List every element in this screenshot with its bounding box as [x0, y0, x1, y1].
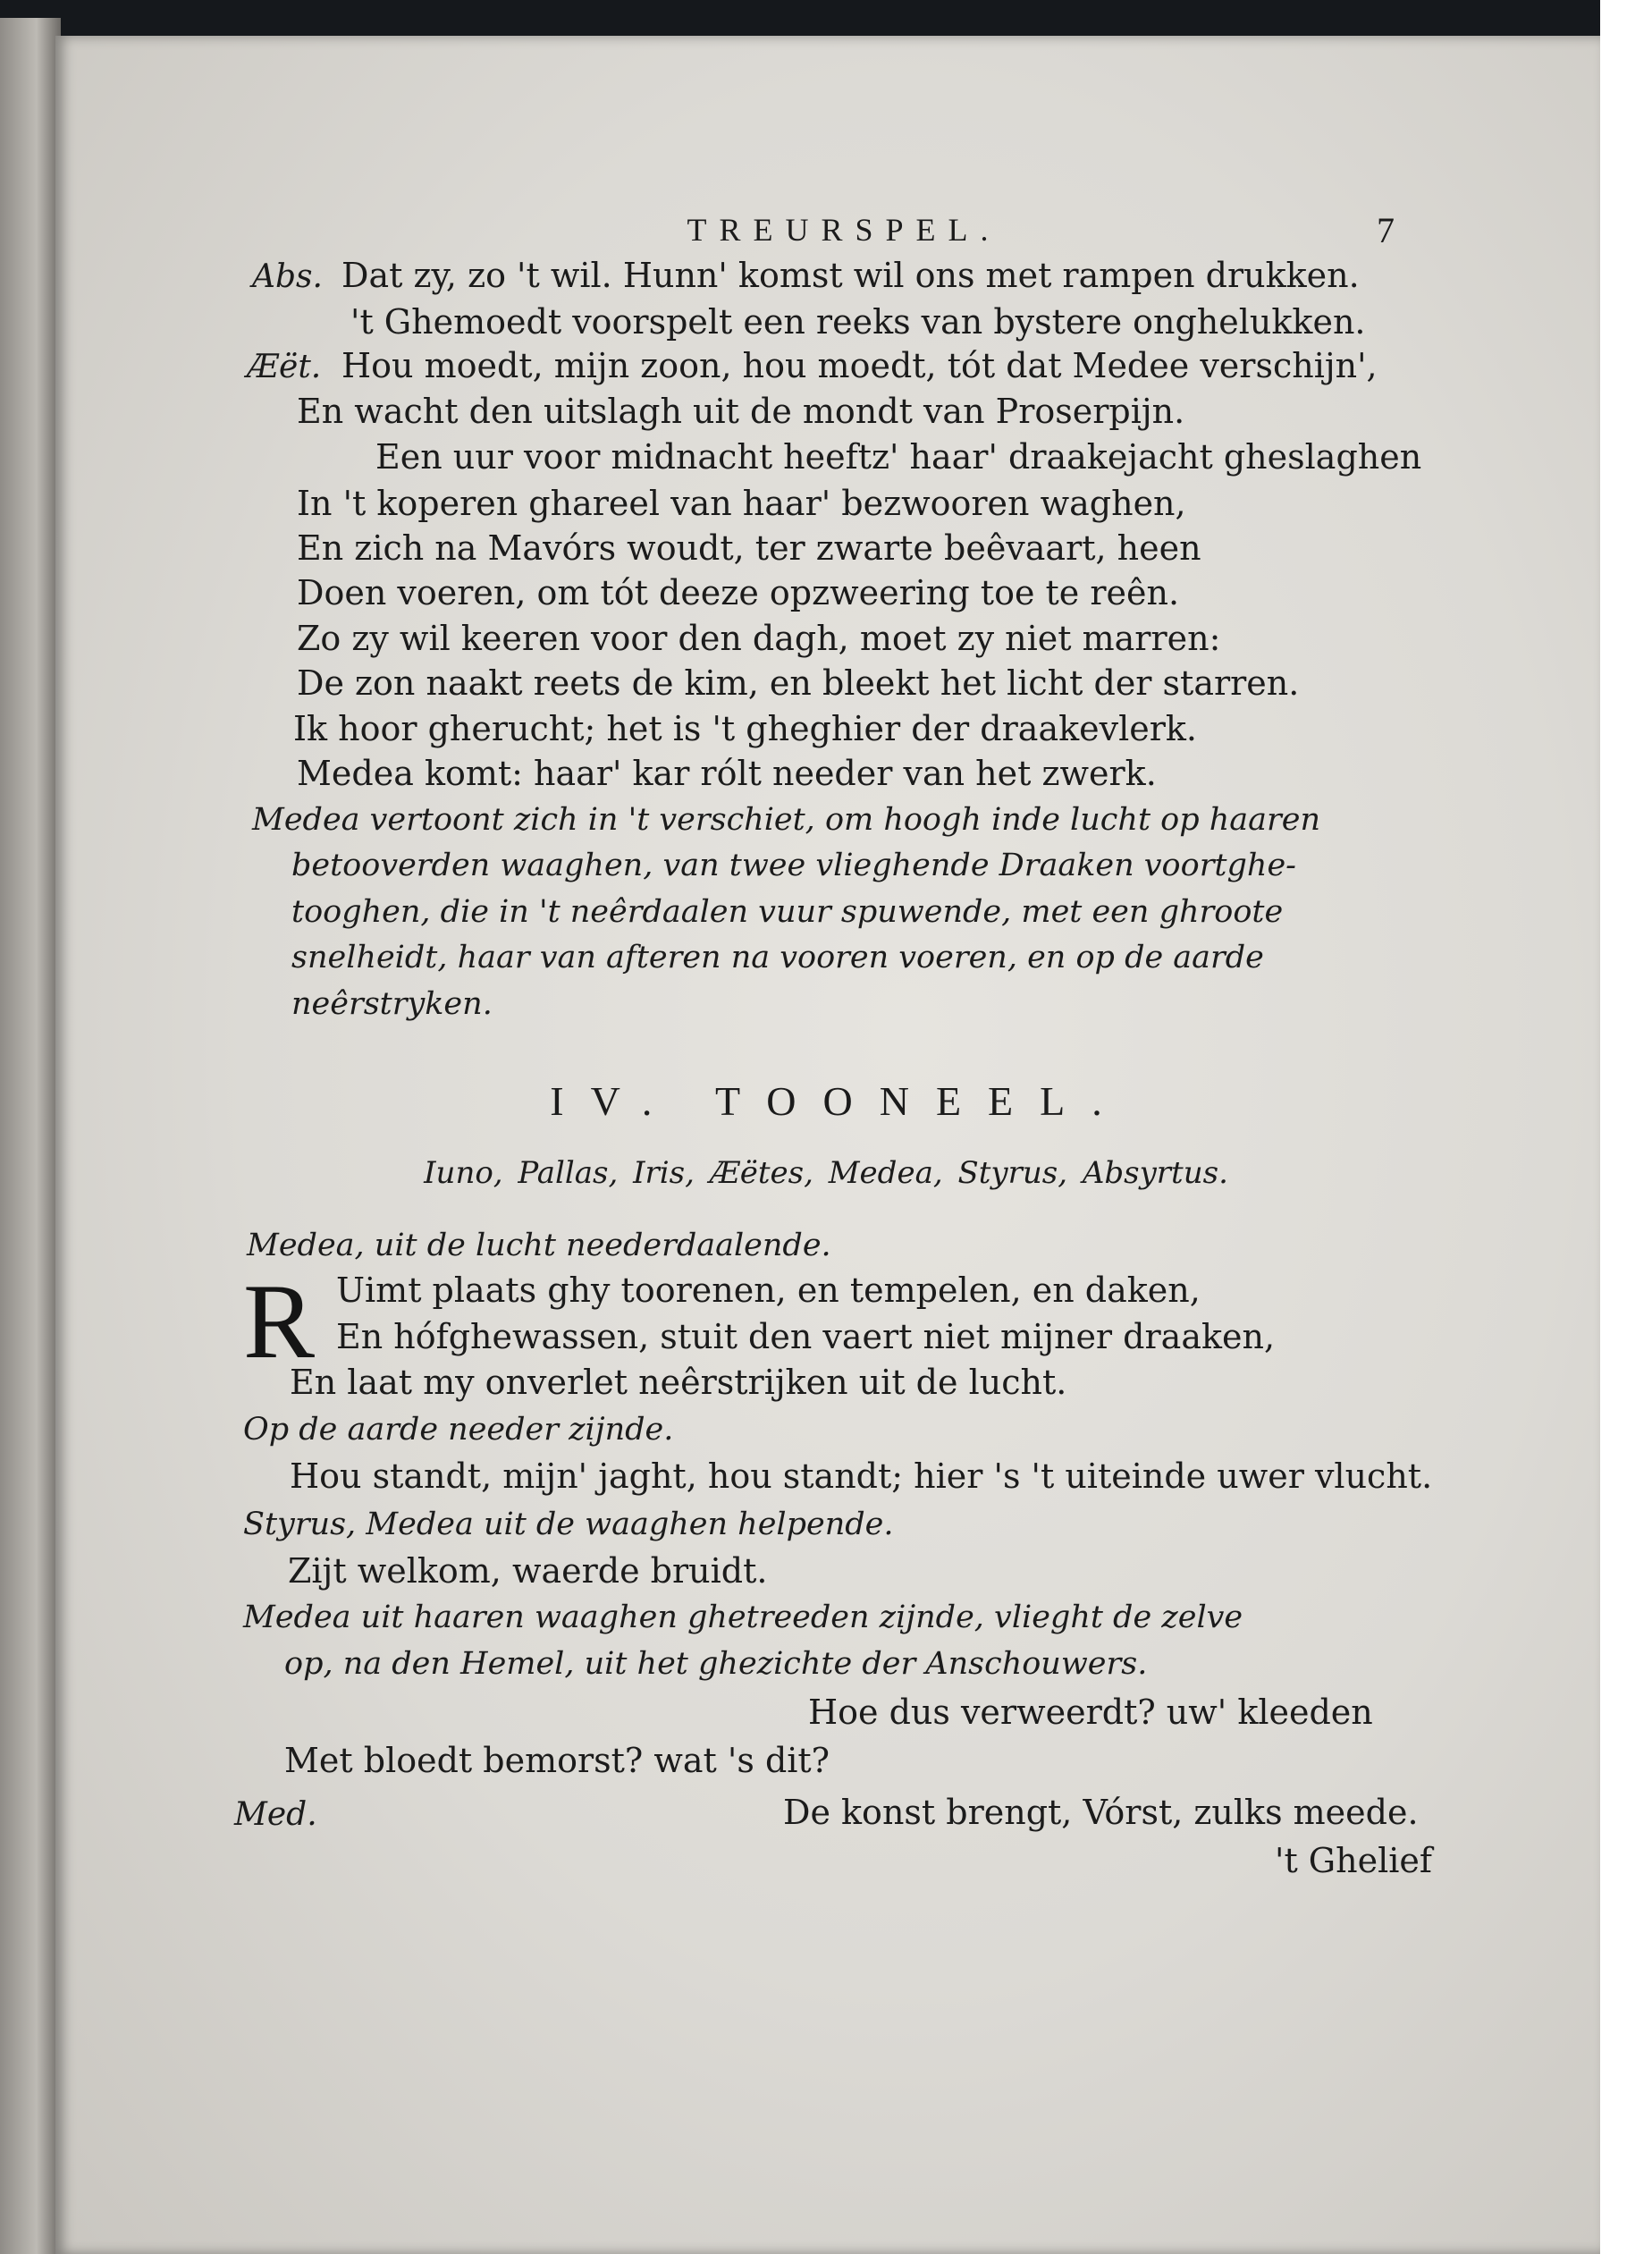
verse-line: Een uur voor midnacht heeftz' haar' draakejacht gheslaghen	[375, 437, 1422, 477]
verse-line: Dat zy, zo 't wil. Hunn' komst wil ons met rampen drukken.	[341, 256, 1360, 295]
verse-line: En laat my onverlet neêrstrijken uit de lucht.	[290, 1363, 1067, 1402]
white-margin	[1600, 0, 1652, 2254]
stage-direction: Medea uit haaren waaghen ghetreeden zijnde, vlieght de zelve	[243, 1600, 1243, 1635]
verse-line: De konst brengt, Vórst, zulks meede.	[783, 1793, 1419, 1832]
running-title: TREURSPEL.	[687, 212, 1001, 248]
verse-line: Hou moedt, mijn zoon, hou moedt, tót dat Medee verschijn',	[341, 346, 1378, 385]
stage-direction: tooghen, die in 't neêrdaalen vuur spuwende, met een ghroote	[291, 894, 1284, 930]
stage-direction: snelheidt, haar van afteren na vooren voeren, en op de aarde	[291, 940, 1264, 975]
verse-line: Zijt welkom, waerde bruidt.	[288, 1551, 768, 1591]
verse-line: De zon naakt reets de kim, en bleekt het licht der starren.	[297, 663, 1300, 703]
verse-line: En zich na Mavórs woudt, ter zwarte beêvaart, heen	[297, 528, 1201, 568]
verse-line: Hou standt, mijn' jaght, hou standt; hier 's 't uiteinde uwer vlucht.	[290, 1456, 1433, 1496]
stage-direction: betooverden waaghen, van twee vlieghende Draaken voortghe-	[291, 848, 1296, 883]
drop-capital: R	[243, 1262, 316, 1380]
verse-line: Met bloedt bemorst? wat 's dit?	[284, 1741, 830, 1780]
speaker-abs: Abs.	[252, 258, 323, 295]
stage-direction: Styrus, Medea uit de waaghen helpende.	[243, 1507, 894, 1542]
page-number: 7	[1377, 210, 1395, 250]
speaker-aeet: Æët.	[247, 349, 322, 385]
verse-line: Uimt plaats ghy toorenen, en tempelen, en daken,	[336, 1271, 1201, 1310]
verse-line: In 't koperen ghareel van haar' bezwooren waghen,	[297, 484, 1186, 523]
verse-line: En hófghewassen, stuit den vaert niet mijner draaken,	[336, 1317, 1276, 1356]
verse-line: 't Ghemoedt voorspelt een reeks van bystere onghelukken.	[350, 302, 1366, 342]
cast-list: Iuno, Pallas, Iris, Æëtes, Medea, Styrus, Absyrtus.	[424, 1155, 1228, 1191]
catchword: 't Ghelief	[1275, 1841, 1432, 1880]
verse-line: Ik hoor gherucht; het is 't gheghier der draakevlerk.	[293, 709, 1197, 748]
stage-direction: op, na den Hemel, uit het ghezichte der Anschouwers.	[284, 1646, 1148, 1682]
speaker-med: Med.	[234, 1796, 317, 1833]
left-page-edge	[0, 18, 61, 2254]
stage-direction: Medea, uit de lucht neederdaalende.	[247, 1228, 831, 1263]
scene-title: IV. TOONEEL.	[550, 1078, 1129, 1124]
verse-line: Doen voeren, om tót deeze opzweering toe te reên.	[297, 573, 1180, 612]
stage-direction: Medea vertoont zich in 't verschiet, om hoogh inde lucht op haaren	[252, 802, 1320, 838]
stage-direction: neêrstryken.	[291, 986, 493, 1022]
verse-line: Medea komt: haar' kar rólt needer van het zwerk.	[297, 754, 1157, 793]
verse-line: Hoe dus verweerdt? uw' kleeden	[808, 1693, 1373, 1732]
verse-line: En wacht den uitslagh uit de mondt van Proserpijn.	[297, 392, 1185, 431]
stage-direction: Op de aarde needer zijnde.	[243, 1412, 674, 1448]
verse-line: Zo zy wil keeren voor den dagh, moet zy niet marren:	[297, 619, 1221, 658]
